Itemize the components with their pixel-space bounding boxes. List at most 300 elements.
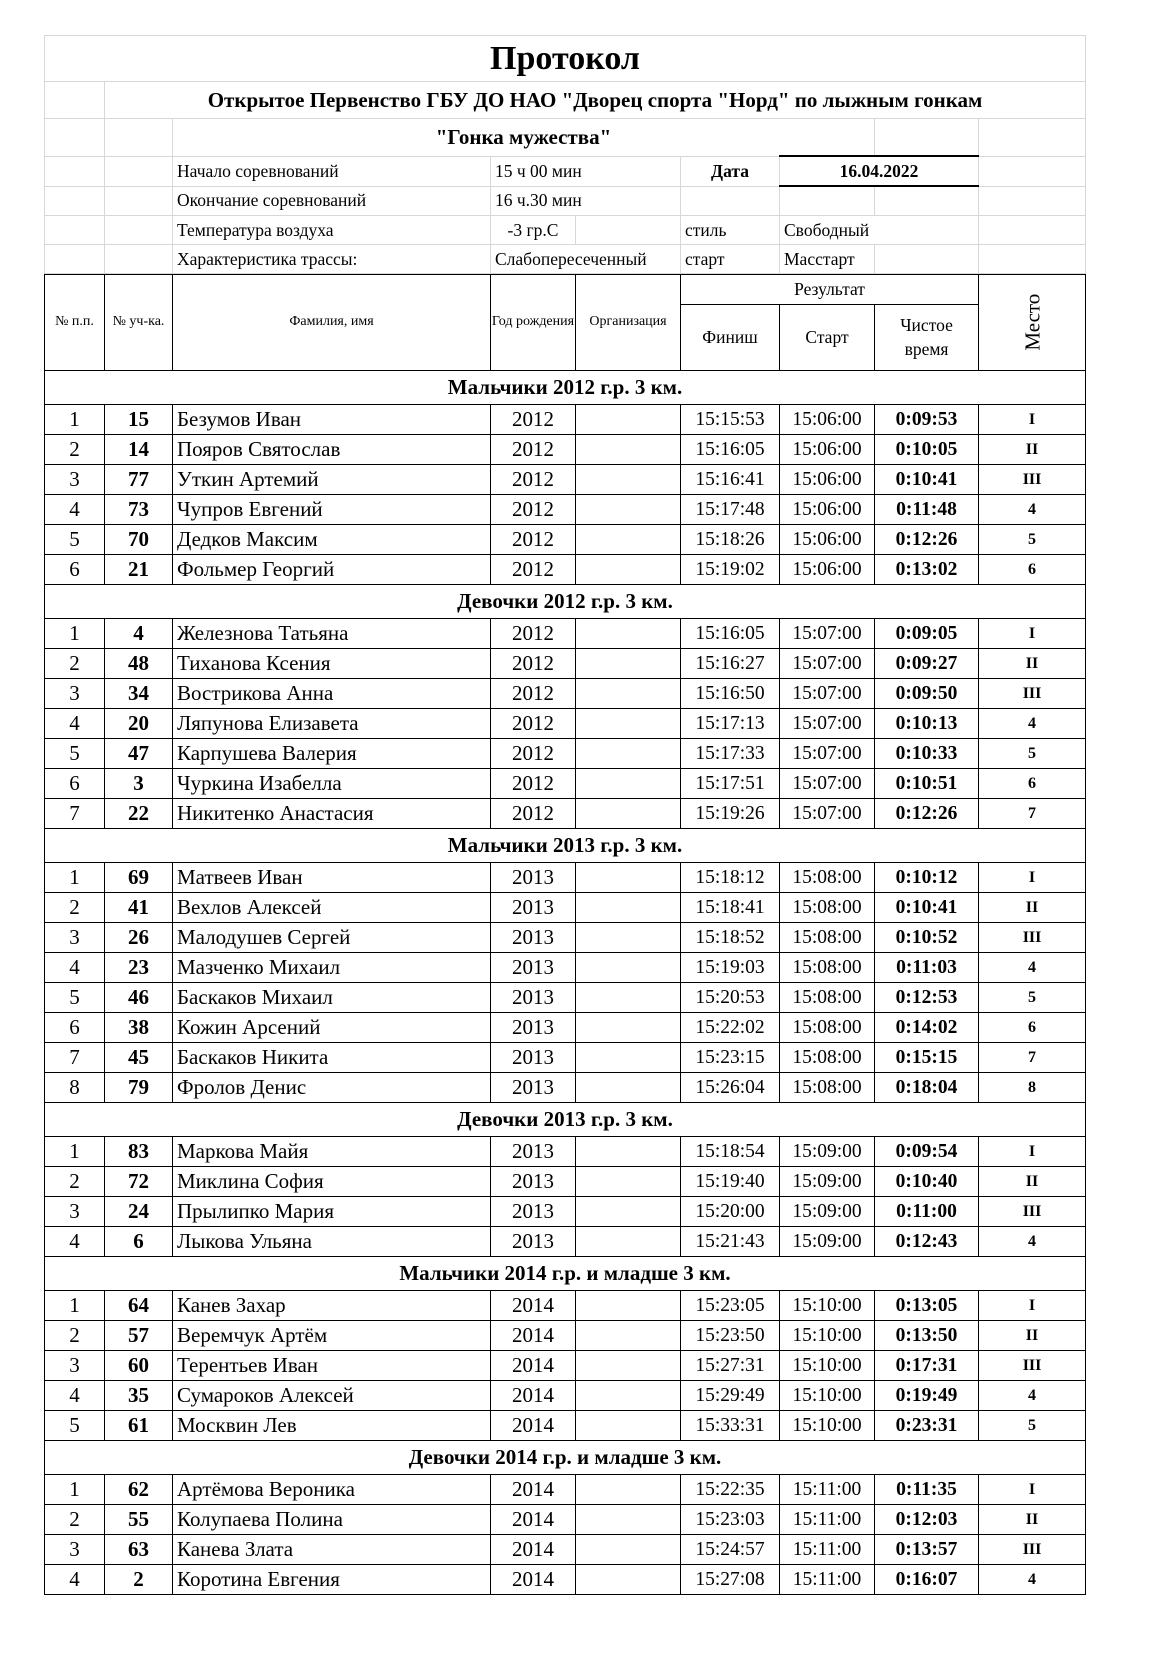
cell-net-time: 0:11:35 bbox=[875, 1475, 979, 1505]
cell-finish: 15:18:26 bbox=[681, 525, 780, 555]
table-row bbox=[45, 1411, 1086, 1441]
cell-place: III bbox=[979, 1535, 1086, 1565]
table-row bbox=[45, 983, 1086, 1013]
cell-org bbox=[576, 1013, 681, 1043]
cell-bib: 20 bbox=[105, 709, 173, 739]
cell-start: 15:07:00 bbox=[780, 739, 875, 769]
cell-year: 2014 bbox=[491, 1411, 576, 1441]
cell-name: Никитенко Анастасия bbox=[173, 799, 491, 829]
cell-place: III bbox=[979, 1197, 1086, 1227]
cell-name: Мазченко Михаил bbox=[173, 953, 491, 983]
cell-place: III bbox=[979, 465, 1086, 495]
cell-org bbox=[576, 619, 681, 649]
section-title: Мальчики 2012 г.р. 3 км. bbox=[45, 371, 1086, 405]
table-row bbox=[45, 739, 1086, 769]
cell-num: 8 bbox=[45, 1073, 105, 1103]
cell-year: 2014 bbox=[491, 1505, 576, 1535]
cell-start: 15:07:00 bbox=[780, 769, 875, 799]
table-row bbox=[45, 769, 1086, 799]
cell-num: 3 bbox=[45, 923, 105, 953]
cell-name: Прылипко Мария bbox=[173, 1197, 491, 1227]
cell-bib: 23 bbox=[105, 953, 173, 983]
cell-year: 2013 bbox=[491, 863, 576, 893]
cell-bib: 61 bbox=[105, 1411, 173, 1441]
cell-org bbox=[576, 555, 681, 585]
cell-name: Вехлов Алексей bbox=[173, 893, 491, 923]
section-header-row bbox=[45, 829, 1086, 863]
date-value: 16.04.2022 bbox=[780, 156, 979, 186]
cell-place: 7 bbox=[979, 1043, 1086, 1073]
cell-start: 15:07:00 bbox=[780, 799, 875, 829]
cell-finish: 15:17:51 bbox=[681, 769, 780, 799]
cell-name: Маркова Майя bbox=[173, 1137, 491, 1167]
table-row bbox=[45, 1167, 1086, 1197]
cell-name: Терентьев Иван bbox=[173, 1351, 491, 1381]
section-title: Мальчики 2014 г.р. и младше 3 км. bbox=[45, 1257, 1086, 1291]
section-header-row bbox=[45, 1257, 1086, 1291]
cell-net-time: 0:17:31 bbox=[875, 1351, 979, 1381]
cell-name: Баскаков Никита bbox=[173, 1043, 491, 1073]
cell-finish: 15:24:57 bbox=[681, 1535, 780, 1565]
cell-finish: 15:23:50 bbox=[681, 1321, 780, 1351]
cell-place: II bbox=[979, 649, 1086, 679]
cell-bib: 79 bbox=[105, 1073, 173, 1103]
table-row bbox=[45, 1227, 1086, 1257]
table-row bbox=[45, 555, 1086, 585]
cell-year: 2012 bbox=[491, 649, 576, 679]
cell-start: 15:07:00 bbox=[780, 709, 875, 739]
cell-finish: 15:19:40 bbox=[681, 1167, 780, 1197]
cell-num: 2 bbox=[45, 893, 105, 923]
cell-net-time: 0:10:05 bbox=[875, 435, 979, 465]
table-row bbox=[45, 1351, 1086, 1381]
cell-finish: 15:17:48 bbox=[681, 495, 780, 525]
table-row bbox=[45, 1475, 1086, 1505]
cell-org bbox=[576, 923, 681, 953]
end-time-label: Окончание соревнований bbox=[173, 186, 491, 216]
cell-net-time: 0:10:40 bbox=[875, 1167, 979, 1197]
cell-finish: 15:27:08 bbox=[681, 1565, 780, 1595]
cell-num: 5 bbox=[45, 739, 105, 769]
end-time-value: 16 ч.30 мин bbox=[491, 186, 681, 216]
cell-start: 15:06:00 bbox=[780, 405, 875, 435]
cell-finish: 15:15:53 bbox=[681, 405, 780, 435]
cell-year: 2013 bbox=[491, 1043, 576, 1073]
cell-name: Канев Захар bbox=[173, 1291, 491, 1321]
cell-org bbox=[576, 1411, 681, 1441]
cell-org bbox=[576, 1227, 681, 1257]
cell-year: 2013 bbox=[491, 1137, 576, 1167]
cell-bib: 70 bbox=[105, 525, 173, 555]
cell-place: 8 bbox=[979, 1073, 1086, 1103]
table-row bbox=[45, 893, 1086, 923]
table-row bbox=[45, 679, 1086, 709]
cell-net-time: 0:10:33 bbox=[875, 739, 979, 769]
style-label: стиль bbox=[681, 216, 780, 245]
cell-finish: 15:16:05 bbox=[681, 435, 780, 465]
cell-org bbox=[576, 1321, 681, 1351]
table-row bbox=[45, 923, 1086, 953]
cell-place: III bbox=[979, 923, 1086, 953]
cell-finish: 15:16:50 bbox=[681, 679, 780, 709]
cell-place: 6 bbox=[979, 769, 1086, 799]
cell-net-time: 0:19:49 bbox=[875, 1381, 979, 1411]
table-row bbox=[45, 1321, 1086, 1351]
cell-start: 15:06:00 bbox=[780, 465, 875, 495]
cell-place: I bbox=[979, 863, 1086, 893]
cell-bib: 38 bbox=[105, 1013, 173, 1043]
table-row bbox=[45, 649, 1086, 679]
cell-place: 4 bbox=[979, 495, 1086, 525]
cell-bib: 15 bbox=[105, 405, 173, 435]
cell-name: Колупаева Полина bbox=[173, 1505, 491, 1535]
cell-num: 3 bbox=[45, 465, 105, 495]
cell-place: 5 bbox=[979, 983, 1086, 1013]
cell-start: 15:08:00 bbox=[780, 983, 875, 1013]
cell-year: 2013 bbox=[491, 923, 576, 953]
cell-org bbox=[576, 983, 681, 1013]
cell-name: Ляпунова Елизавета bbox=[173, 709, 491, 739]
cell-finish: 15:19:26 bbox=[681, 799, 780, 829]
cell-net-time: 0:12:43 bbox=[875, 1227, 979, 1257]
cell-bib: 64 bbox=[105, 1291, 173, 1321]
section-title: Девочки 2013 г.р. 3 км. bbox=[45, 1103, 1086, 1137]
cell-num: 2 bbox=[45, 1167, 105, 1197]
cell-net-time: 0:09:53 bbox=[875, 405, 979, 435]
cell-place: 6 bbox=[979, 1013, 1086, 1043]
cell-org bbox=[576, 1167, 681, 1197]
cell-net-time: 0:11:48 bbox=[875, 495, 979, 525]
cell-finish: 15:17:13 bbox=[681, 709, 780, 739]
cell-org bbox=[576, 739, 681, 769]
cell-name: Вострикова Анна bbox=[173, 679, 491, 709]
cell-finish: 15:29:49 bbox=[681, 1381, 780, 1411]
cell-num: 4 bbox=[45, 1381, 105, 1411]
cell-name: Пояров Святослав bbox=[173, 435, 491, 465]
cell-num: 7 bbox=[45, 799, 105, 829]
cell-start: 15:11:00 bbox=[780, 1475, 875, 1505]
cell-net-time: 0:13:02 bbox=[875, 555, 979, 585]
cell-net-time: 0:10:41 bbox=[875, 893, 979, 923]
cell-num: 4 bbox=[45, 1227, 105, 1257]
cell-net-time: 0:12:26 bbox=[875, 799, 979, 829]
cell-start: 15:06:00 bbox=[780, 555, 875, 585]
cell-name: Дедков Максим bbox=[173, 525, 491, 555]
cell-org bbox=[576, 1073, 681, 1103]
cell-name: Железнова Татьяна bbox=[173, 619, 491, 649]
cell-name: Тиханова Ксения bbox=[173, 649, 491, 679]
cell-bib: 83 bbox=[105, 1137, 173, 1167]
cell-net-time: 0:15:15 bbox=[875, 1043, 979, 1073]
cell-year: 2013 bbox=[491, 1227, 576, 1257]
cell-start: 15:06:00 bbox=[780, 495, 875, 525]
cell-year: 2014 bbox=[491, 1291, 576, 1321]
cell-net-time: 0:12:26 bbox=[875, 525, 979, 555]
cell-net-time: 0:10:12 bbox=[875, 863, 979, 893]
cell-start: 15:08:00 bbox=[780, 893, 875, 923]
cell-year: 2012 bbox=[491, 555, 576, 585]
cell-finish: 15:21:43 bbox=[681, 1227, 780, 1257]
cell-bib: 41 bbox=[105, 893, 173, 923]
cell-org bbox=[576, 1475, 681, 1505]
cell-num: 1 bbox=[45, 1291, 105, 1321]
cell-start: 15:10:00 bbox=[780, 1381, 875, 1411]
cell-year: 2013 bbox=[491, 1197, 576, 1227]
cell-org bbox=[576, 1381, 681, 1411]
cell-num: 3 bbox=[45, 1351, 105, 1381]
cell-bib: 69 bbox=[105, 863, 173, 893]
cell-num: 2 bbox=[45, 649, 105, 679]
start-type-label: старт bbox=[681, 245, 780, 274]
cell-year: 2014 bbox=[491, 1565, 576, 1595]
cell-name: Сумароков Алексей bbox=[173, 1381, 491, 1411]
cell-place: II bbox=[979, 435, 1086, 465]
table-row bbox=[45, 1043, 1086, 1073]
cell-org bbox=[576, 1137, 681, 1167]
cell-net-time: 0:23:31 bbox=[875, 1411, 979, 1441]
table-row bbox=[45, 405, 1086, 435]
cell-finish: 15:22:02 bbox=[681, 1013, 780, 1043]
cell-year: 2013 bbox=[491, 953, 576, 983]
cell-year: 2012 bbox=[491, 679, 576, 709]
track-label: Характеристика трассы: bbox=[173, 245, 491, 274]
cell-name: Коротина Евгения bbox=[173, 1565, 491, 1595]
cell-bib: 6 bbox=[105, 1227, 173, 1257]
cell-num: 2 bbox=[45, 435, 105, 465]
cell-year: 2012 bbox=[491, 769, 576, 799]
cell-start: 15:09:00 bbox=[780, 1227, 875, 1257]
cell-name: Матвеев Иван bbox=[173, 863, 491, 893]
cell-bib: 4 bbox=[105, 619, 173, 649]
col-header-place-label: Место bbox=[1019, 294, 1044, 351]
col-header-year: Год рождения bbox=[491, 275, 576, 371]
cell-place: II bbox=[979, 1167, 1086, 1197]
table-row bbox=[45, 525, 1086, 555]
cell-net-time: 0:12:53 bbox=[875, 983, 979, 1013]
cell-finish: 15:22:35 bbox=[681, 1475, 780, 1505]
cell-bib: 46 bbox=[105, 983, 173, 1013]
cell-start: 15:08:00 bbox=[780, 953, 875, 983]
cell-net-time: 0:09:54 bbox=[875, 1137, 979, 1167]
table-row bbox=[45, 1565, 1086, 1595]
cell-org bbox=[576, 893, 681, 923]
start-type-value: Масстарт bbox=[780, 245, 875, 274]
cell-net-time: 0:09:50 bbox=[875, 679, 979, 709]
cell-place: III bbox=[979, 1351, 1086, 1381]
cell-num: 6 bbox=[45, 769, 105, 799]
cell-num: 6 bbox=[45, 555, 105, 585]
cell-finish: 15:20:00 bbox=[681, 1197, 780, 1227]
cell-net-time: 0:11:03 bbox=[875, 953, 979, 983]
cell-bib: 22 bbox=[105, 799, 173, 829]
cell-finish: 15:19:02 bbox=[681, 555, 780, 585]
cell-bib: 2 bbox=[105, 1565, 173, 1595]
cell-bib: 48 bbox=[105, 649, 173, 679]
cell-bib: 3 bbox=[105, 769, 173, 799]
col-header-name: Фамилия, имя bbox=[173, 275, 491, 371]
cell-place: 4 bbox=[979, 709, 1086, 739]
col-header-org: Организация bbox=[576, 275, 681, 371]
cell-year: 2013 bbox=[491, 1167, 576, 1197]
cell-year: 2012 bbox=[491, 525, 576, 555]
cell-place: II bbox=[979, 893, 1086, 923]
cell-name: Малодушев Сергей bbox=[173, 923, 491, 953]
cell-start: 15:11:00 bbox=[780, 1505, 875, 1535]
cell-bib: 60 bbox=[105, 1351, 173, 1381]
cell-num: 1 bbox=[45, 1475, 105, 1505]
cell-num: 3 bbox=[45, 1535, 105, 1565]
cell-name: Канева Злата bbox=[173, 1535, 491, 1565]
cell-finish: 15:26:04 bbox=[681, 1073, 780, 1103]
cell-org bbox=[576, 1197, 681, 1227]
cell-name: Чупров Евгений bbox=[173, 495, 491, 525]
cell-name: Фольмер Георгий bbox=[173, 555, 491, 585]
cell-net-time: 0:18:04 bbox=[875, 1073, 979, 1103]
cell-org bbox=[576, 863, 681, 893]
cell-num: 1 bbox=[45, 619, 105, 649]
cell-name: Чуркина Изабелла bbox=[173, 769, 491, 799]
cell-place: I bbox=[979, 1291, 1086, 1321]
col-header-place bbox=[979, 275, 1086, 371]
cell-year: 2012 bbox=[491, 619, 576, 649]
cell-num: 2 bbox=[45, 1505, 105, 1535]
cell-place: 6 bbox=[979, 555, 1086, 585]
cell-start: 15:11:00 bbox=[780, 1565, 875, 1595]
table-row bbox=[45, 1197, 1086, 1227]
cell-num: 4 bbox=[45, 1565, 105, 1595]
cell-name: Артёмова Вероника bbox=[173, 1475, 491, 1505]
section-header-row bbox=[45, 371, 1086, 405]
cell-bib: 57 bbox=[105, 1321, 173, 1351]
table-row bbox=[45, 1291, 1086, 1321]
cell-org bbox=[576, 405, 681, 435]
table-row bbox=[45, 1013, 1086, 1043]
temperature-value: -3 гр.С bbox=[491, 216, 576, 245]
cell-net-time: 0:14:02 bbox=[875, 1013, 979, 1043]
competition-title: Открытое Первенство ГБУ ДО НАО "Дворец спорта "Норд" по лыжным гонкам bbox=[105, 82, 1086, 119]
cell-num: 2 bbox=[45, 1321, 105, 1351]
cell-bib: 62 bbox=[105, 1475, 173, 1505]
cell-num: 1 bbox=[45, 1137, 105, 1167]
cell-finish: 15:18:41 bbox=[681, 893, 780, 923]
col-header-net-time: Чистое время bbox=[875, 305, 979, 371]
cell-net-time: 0:10:52 bbox=[875, 923, 979, 953]
cell-bib: 34 bbox=[105, 679, 173, 709]
cell-place: III bbox=[979, 679, 1086, 709]
style-value: Свободный bbox=[780, 216, 979, 245]
cell-name: Уткин Артемий bbox=[173, 465, 491, 495]
cell-start: 15:06:00 bbox=[780, 525, 875, 555]
results-table bbox=[44, 274, 1086, 1595]
col-header-result: Результат bbox=[681, 275, 979, 305]
cell-num: 3 bbox=[45, 679, 105, 709]
cell-num: 5 bbox=[45, 1411, 105, 1441]
cell-year: 2014 bbox=[491, 1381, 576, 1411]
table-row bbox=[45, 1381, 1086, 1411]
cell-bib: 72 bbox=[105, 1167, 173, 1197]
cell-name: Кожин Арсений bbox=[173, 1013, 491, 1043]
cell-finish: 15:27:31 bbox=[681, 1351, 780, 1381]
cell-bib: 47 bbox=[105, 739, 173, 769]
section-header-row bbox=[45, 1441, 1086, 1475]
cell-start: 15:09:00 bbox=[780, 1197, 875, 1227]
start-time-label: Начало соревнований bbox=[173, 156, 491, 186]
cell-finish: 15:23:15 bbox=[681, 1043, 780, 1073]
cell-org bbox=[576, 1043, 681, 1073]
section-title: Мальчики 2013 г.р. 3 км. bbox=[45, 829, 1086, 863]
cell-finish: 15:33:31 bbox=[681, 1411, 780, 1441]
cell-bib: 26 bbox=[105, 923, 173, 953]
cell-num: 4 bbox=[45, 495, 105, 525]
cell-num: 4 bbox=[45, 709, 105, 739]
cell-name: Москвин Лев bbox=[173, 1411, 491, 1441]
cell-start: 15:08:00 bbox=[780, 1043, 875, 1073]
cell-finish: 15:16:41 bbox=[681, 465, 780, 495]
cell-net-time: 0:13:50 bbox=[875, 1321, 979, 1351]
cell-place: 4 bbox=[979, 1227, 1086, 1257]
cell-org bbox=[576, 953, 681, 983]
table-row bbox=[45, 465, 1086, 495]
table-row bbox=[45, 953, 1086, 983]
protocol-header bbox=[44, 35, 1086, 274]
cell-year: 2013 bbox=[491, 983, 576, 1013]
cell-year: 2012 bbox=[491, 799, 576, 829]
col-header-bib: № уч-ка. bbox=[105, 275, 173, 371]
cell-start: 15:07:00 bbox=[780, 649, 875, 679]
table-row bbox=[45, 863, 1086, 893]
cell-place: 5 bbox=[979, 1411, 1086, 1441]
date-label: Дата bbox=[681, 156, 780, 186]
cell-bib: 21 bbox=[105, 555, 173, 585]
cell-name: Миклина София bbox=[173, 1167, 491, 1197]
cell-name: Лыкова Ульяна bbox=[173, 1227, 491, 1257]
cell-org bbox=[576, 1505, 681, 1535]
cell-bib: 35 bbox=[105, 1381, 173, 1411]
cell-finish: 15:16:27 bbox=[681, 649, 780, 679]
cell-start: 15:08:00 bbox=[780, 1073, 875, 1103]
cell-bib: 73 bbox=[105, 495, 173, 525]
start-time-value: 15 ч 00 мин bbox=[491, 156, 681, 186]
temperature-label: Температура воздуха bbox=[173, 216, 491, 245]
cell-finish: 15:23:05 bbox=[681, 1291, 780, 1321]
table-row bbox=[45, 1505, 1086, 1535]
col-header-finish: Финиш bbox=[681, 305, 780, 371]
cell-num: 1 bbox=[45, 405, 105, 435]
cell-bib: 24 bbox=[105, 1197, 173, 1227]
cell-start: 15:11:00 bbox=[780, 1535, 875, 1565]
cell-finish: 15:18:52 bbox=[681, 923, 780, 953]
table-row bbox=[45, 619, 1086, 649]
cell-start: 15:07:00 bbox=[780, 619, 875, 649]
cell-finish: 15:18:54 bbox=[681, 1137, 780, 1167]
cell-year: 2014 bbox=[491, 1321, 576, 1351]
cell-finish: 15:19:03 bbox=[681, 953, 780, 983]
cell-num: 3 bbox=[45, 1197, 105, 1227]
cell-org bbox=[576, 525, 681, 555]
table-row bbox=[45, 1073, 1086, 1103]
cell-org bbox=[576, 435, 681, 465]
section-header-row bbox=[45, 1103, 1086, 1137]
cell-org bbox=[576, 1351, 681, 1381]
cell-org bbox=[576, 1535, 681, 1565]
table-row bbox=[45, 495, 1086, 525]
cell-place: II bbox=[979, 1321, 1086, 1351]
cell-start: 15:08:00 bbox=[780, 1013, 875, 1043]
cell-num: 5 bbox=[45, 525, 105, 555]
cell-num: 7 bbox=[45, 1043, 105, 1073]
cell-org bbox=[576, 709, 681, 739]
cell-name: Веремчук Артём bbox=[173, 1321, 491, 1351]
